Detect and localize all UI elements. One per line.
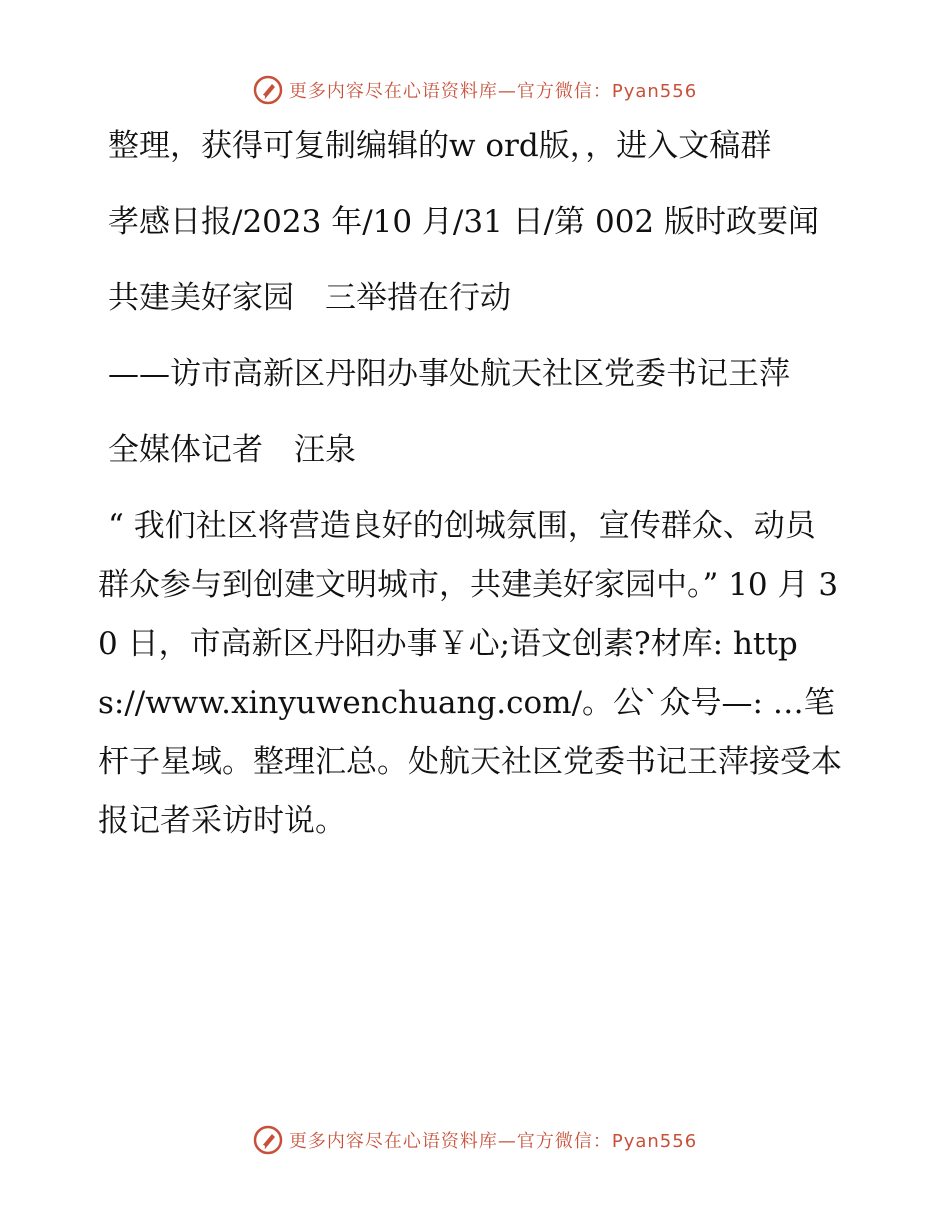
footer-banner (0, 1120, 950, 1160)
pen-circle-logo-icon (253, 1125, 283, 1155)
document-body (98, 117, 843, 869)
body-paragraph: “ 我们社区将营造良好的创城氛围，宣传群众、动员群众参与到创建文明城市，共建美好家园中。” 10 月 30 日，市高新区丹阳办事￥心;语文创素?材库: https://www.xinyuwenchuang.com/。公`众号—: …笔杆子星域。整理汇总。处航天社区党委书记王萍接受本报记者采访时说。 (98, 508, 842, 839)
article-subtitle: ——访市高新区丹阳办事处航天社区党委书记王萍 (108, 356, 790, 392)
header-banner-text: 更多内容尽在心语资料库—官方微信：Pyan556 (288, 81, 698, 102)
article-title: 共建美好家园 三举措在行动 (108, 280, 511, 316)
pen-circle-logo-icon (253, 75, 283, 105)
source-line: 孝感日报/2023 年/10 月/31 日/第 002 版时政要闻 (108, 204, 820, 240)
byline: 全媒体记者 汪泉 (108, 432, 356, 468)
intro-note: 整理，获得可复制编辑的w ord版，，进入文稿群 (108, 128, 772, 164)
header-banner (0, 70, 950, 110)
footer-banner-text: 更多内容尽在心语资料库—官方微信：Pyan556 (288, 1131, 698, 1152)
